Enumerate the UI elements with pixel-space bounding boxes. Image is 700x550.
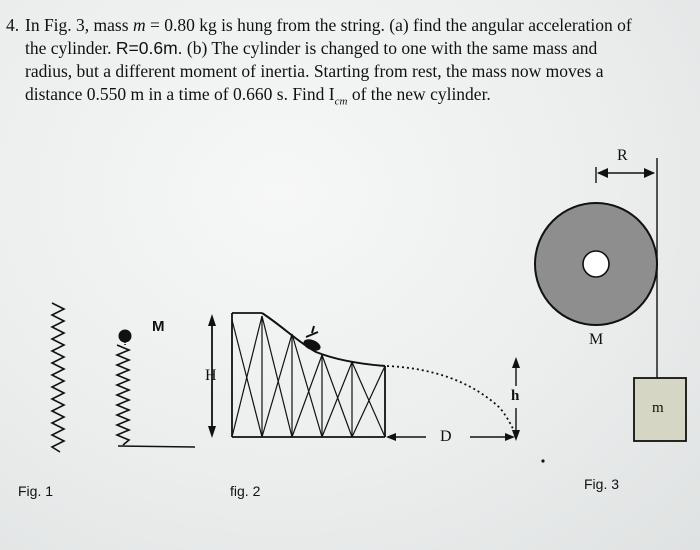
fig3-label-m: m (652, 400, 664, 416)
line1-part-a: In Fig. 3, mass (25, 15, 133, 35)
fig2-label-H: H (205, 367, 217, 384)
fig3-label-M: M (589, 331, 604, 348)
radius-value: R=0.6m. (115, 38, 183, 58)
line2-part-b: (b) The cylinder is changed to one with the same mass and (182, 38, 598, 58)
fig2-h-arrow-bottom-head (512, 430, 520, 441)
fig3-caption: Fig. 3 (584, 476, 620, 492)
fig2-distance-arrow-right-head (505, 433, 515, 441)
fig1-spring-system (52, 303, 195, 452)
fig2-label-h: h (511, 388, 520, 404)
fig3-radius-arrow-right-head (644, 168, 655, 178)
fig1-left-spring (52, 303, 64, 452)
fig2-bracing (232, 316, 385, 437)
fig3-axle-hole (583, 251, 609, 277)
fig1-label-M: M (152, 318, 165, 335)
fig2-height-arrow-top (208, 314, 216, 326)
fig2-cart (302, 326, 322, 353)
fig1-caption: Fig. 1 (18, 483, 54, 499)
fig1-mass-ball (119, 330, 132, 343)
fig1-ground-line (118, 446, 195, 447)
line4-part-a: distance 0.550 m in a time of 0.660 s. Find I (25, 84, 335, 104)
fig2-trajectory (387, 366, 516, 436)
fig3-radius-arrow-left-head (597, 168, 608, 178)
fig2-distance-arrow-left-head (386, 433, 396, 441)
mass-symbol: m (132, 15, 146, 35)
fig2-roller-coaster (208, 313, 520, 441)
fig1-right-spring (117, 345, 129, 445)
line1-part-b: = 0.80 kg is hung from the string. (a) find the angular acceleration of (145, 15, 632, 35)
fig3-label-R: R (617, 147, 628, 164)
problem-number: 4. (6, 15, 20, 35)
problem-line-3: radius, but a different moment of inertia. Starting from rest, the mass now moves a (25, 61, 604, 81)
fig2-h-arrow-top-head (512, 357, 520, 368)
fig2-label-D: D (440, 428, 452, 445)
line4-subscript: cm (334, 95, 348, 108)
fig2-height-arrow-bottom (208, 426, 216, 438)
fig2-caption: fig. 2 (230, 483, 261, 499)
fig3-pulley-system (535, 158, 686, 441)
fig2-landing-dot (541, 459, 544, 462)
line4-part-b: of the new cylinder. (347, 84, 491, 104)
line2-part-a: the cylinder. (25, 38, 116, 58)
